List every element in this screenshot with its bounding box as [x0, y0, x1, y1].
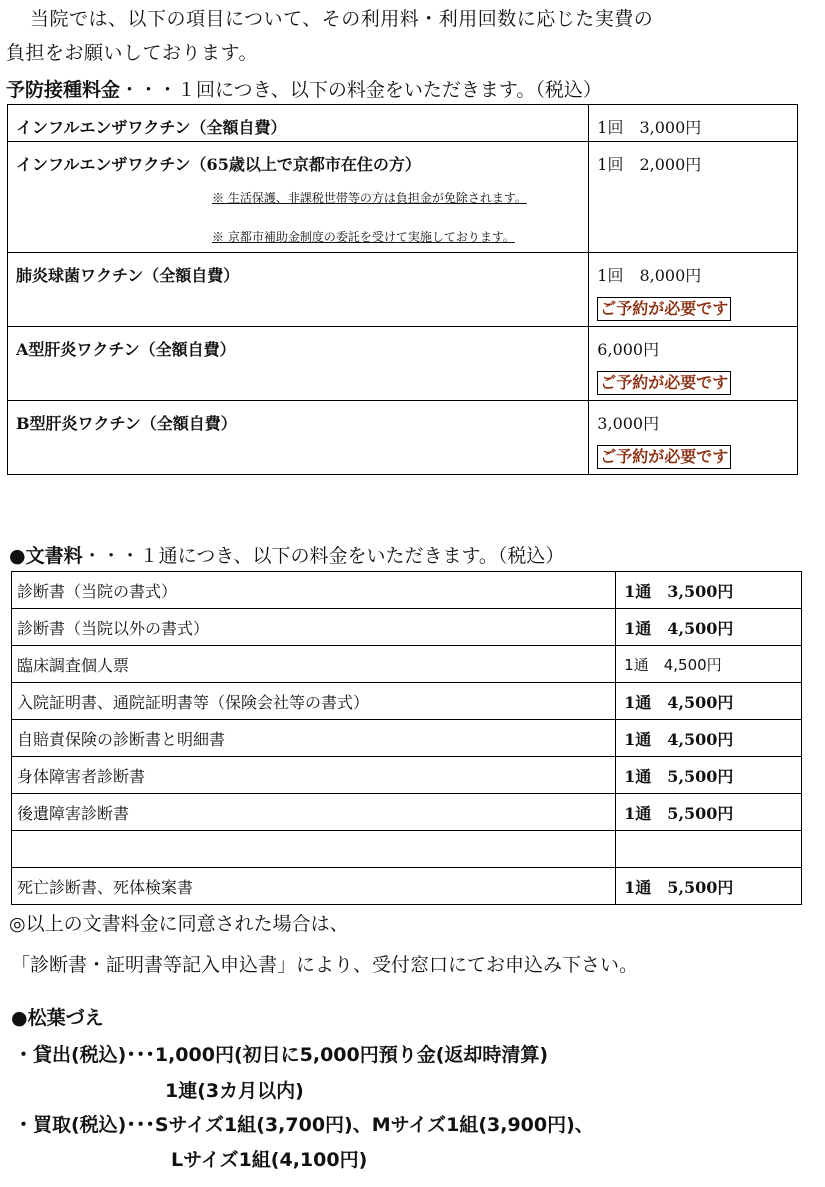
document-fee: 1通 4,500円 — [616, 609, 802, 646]
vaccine-note: ※ 生活保護、非課税世帯等の方は負担金が免除されます。 — [212, 191, 527, 205]
vaccine-fee: 3,000円 — [597, 414, 660, 433]
vaccine-fee: 6,000円 — [597, 340, 660, 359]
document-fee: 1通 3,500円 — [616, 572, 802, 609]
document-name: 診断書（当院の書式） — [12, 572, 616, 609]
documents-heading — [9, 541, 564, 568]
table-row — [8, 401, 798, 475]
documents-heading-text: ・・・１通につき、以下の料金をいただきます。（税込） — [82, 545, 565, 567]
document-fee: 1通 4,500円 — [616, 683, 802, 720]
vaccine-name: A型肝炎ワクチン（全額自費） — [8, 327, 589, 401]
table-row — [12, 572, 802, 609]
documents-heading-title: ●文書料 — [9, 545, 83, 567]
vaccine-name: 肺炎球菌ワクチン（全額自費） — [8, 253, 589, 327]
vaccination-heading-text: ・・・１回につき、以下の料金をいただきます。（税込） — [120, 79, 602, 101]
document-name: 診断書（当院以外の書式） — [12, 609, 616, 646]
intro-line-1: 当院では、以下の項目について、その利用料・利用回数に応じた実費の — [30, 8, 654, 30]
vaccine-note: ※ 京都市補助金制度の委託を受けて実施しております。 — [212, 230, 515, 244]
document-fee: 1通 5,500円 — [616, 757, 802, 794]
document-name: 入院証明書、通院証明書等（保険会社等の書式） — [12, 683, 616, 720]
document-fee: 1通 5,500円 — [616, 794, 802, 831]
documents-table — [11, 571, 802, 905]
document-fee — [616, 831, 802, 868]
vaccine-cell — [8, 142, 589, 253]
document-fee: 1通 5,500円 — [616, 868, 802, 905]
vaccine-name: インフルエンザワクチン（全額自費） — [8, 105, 589, 142]
document-name: 臨床調査個人票 — [12, 646, 616, 683]
table-row — [8, 253, 798, 327]
documents-footer-1: ◎以上の文書料金に同意された場合は、 — [9, 913, 349, 935]
documents-footer-2: 「診断書・証明書等記入申込書」により、受付窓口にてお申込み下さい。 — [11, 954, 639, 976]
vaccination-heading — [6, 75, 602, 102]
table-row — [12, 757, 802, 794]
intro-line-2: 負担をお願いしております。 — [6, 42, 258, 64]
table-row — [12, 646, 802, 683]
document-name — [12, 831, 616, 868]
document-fee: 1通 4,500円 — [616, 646, 802, 683]
table-row — [8, 105, 798, 142]
table-row — [12, 794, 802, 831]
vaccination-heading-title: 予防接種料金 — [6, 79, 121, 101]
reservation-badge: ご予約が必要です — [597, 297, 731, 321]
vaccine-fee: 1回 8,000円 — [597, 266, 702, 285]
table-row — [12, 683, 802, 720]
crutch-buy-line-2: Lサイズ1組(4,100円) — [171, 1149, 368, 1171]
vaccine-fee: 1回 3,000円 — [589, 105, 798, 142]
table-row — [12, 609, 802, 646]
crutch-rental-line-1: ・貸出(税込)･･･1,000円(初日に5,000円預り金(返却時清算) — [14, 1044, 549, 1066]
vaccine-name: B型肝炎ワクチン（全額自費） — [8, 401, 589, 475]
vaccine-fee: 1回 2,000円 — [589, 142, 798, 253]
document-name: 後遺障害診断書 — [12, 794, 616, 831]
document-name: 死亡診断書、死体検案書 — [12, 868, 616, 905]
document-name: 自賠責保険の診断書と明細書 — [12, 720, 616, 757]
document-fee: 1通 4,500円 — [616, 720, 802, 757]
table-row — [8, 142, 798, 253]
crutch-buy-line-1: ・買取(税込)･･･Sサイズ1組(3,700円)、Mサイズ1組(3,900円)、 — [14, 1114, 594, 1136]
document-name: 身体障害者診断書 — [12, 757, 616, 794]
reservation-badge: ご予約が必要です — [597, 371, 731, 395]
table-row — [12, 868, 802, 905]
vaccine-fee-cell — [589, 253, 798, 327]
vaccine-fee-cell — [589, 401, 798, 475]
table-row — [8, 327, 798, 401]
table-row — [12, 720, 802, 757]
table-row-empty — [12, 831, 802, 868]
vaccine-name: インフルエンザワクチン（65歳以上で京都市在住の方） — [16, 155, 421, 174]
crutch-heading: ●松葉づえ — [11, 1007, 104, 1029]
reservation-badge: ご予約が必要です — [597, 445, 731, 469]
vaccine-fee-cell — [589, 327, 798, 401]
crutch-rental-line-2: 1連(3カ月以内) — [165, 1080, 304, 1102]
vaccination-table — [7, 104, 798, 475]
